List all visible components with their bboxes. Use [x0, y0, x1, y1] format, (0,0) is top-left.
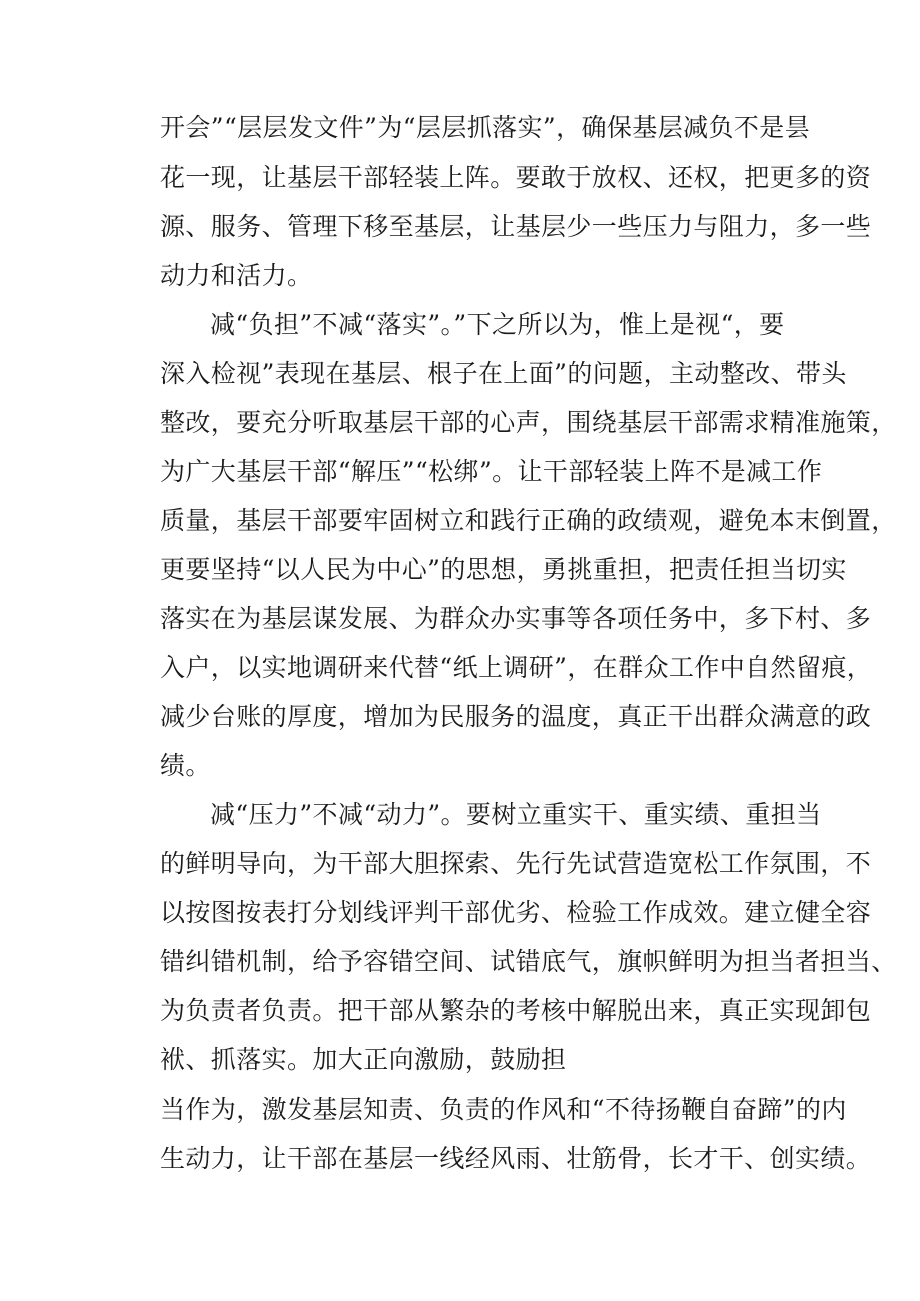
paragraph-first-line: 减“负担”不减“落实”。”下之所以为，惟上是视“，要: [210, 310, 785, 339]
text-line: 花一现，让基层干部轻装上阵。要敢于放权、还权，把更多的资: [160, 163, 872, 192]
text-line: 落实在为基层谋发展、为群众办实事等各项任务中，多下村、多: [160, 604, 872, 633]
text-line: 深入检视”表现在基层、根子在上面”的问题，主动整改、带头: [160, 359, 847, 388]
text-line: 质量，基层干部要牢固树立和践行正确的政绩观，避免本末倒置，: [160, 506, 897, 535]
text-line: 减少台账的厚度，增加为民服务的温度，真正干出群众满意的政: [160, 702, 872, 731]
text-line: 的鲜明导向，为干部大胆探索、先行先试营造宽松工作氛围，不: [160, 849, 872, 878]
text-line: 入户，以实地调研来代替“纸上调研”，在群众工作中自然留痕，: [160, 653, 873, 682]
text-line: 整改，要充分听取基层干部的心声，围绕基层干部需求精准施策，: [160, 408, 897, 437]
text-line: 生动力，让干部在基层一线经风雨、壮筋骨，长才干、创实绩。: [160, 1144, 872, 1173]
text-line: 错纠错机制，给予容错空间、试错底气，旗帜鲜明为担当者担当、: [160, 947, 897, 976]
text-line: 以按图按表打分划线评判干部优劣、检验工作成效。建立健全容: [160, 898, 872, 927]
text-line: 动力和活力。: [160, 261, 313, 290]
text-line: 源、服务、管理下移至基层，让基层少一些压力与阻力，多一些: [160, 212, 872, 241]
text-line: 当作为，激发基层知责、负责的作风和“不待扬鞭自奋蹄”的内: [160, 1095, 847, 1124]
paragraph-first-line: 减“压力”不减“动力”。要树立重实干、重实绩、重担当: [210, 800, 822, 829]
text-line: 为负责者负责。把干部从繁杂的考核中解脱出来，真正实现卸包: [160, 996, 872, 1025]
text-line: 绩。: [160, 751, 211, 780]
text-line: 更要坚持“以人民为中心”的思想，勇挑重担，把责任担当切实: [160, 555, 847, 584]
text-line: 为广大基层干部“解压”“松绑”。让干部轻装上阵不是减工作: [160, 457, 823, 486]
text-line: 袱、抓落实。加大正向激励，鼓励担: [160, 1045, 567, 1074]
text-line: 开会”“层层发文件”为“层层抓落实”，确保基层减负不是昙: [160, 113, 811, 142]
